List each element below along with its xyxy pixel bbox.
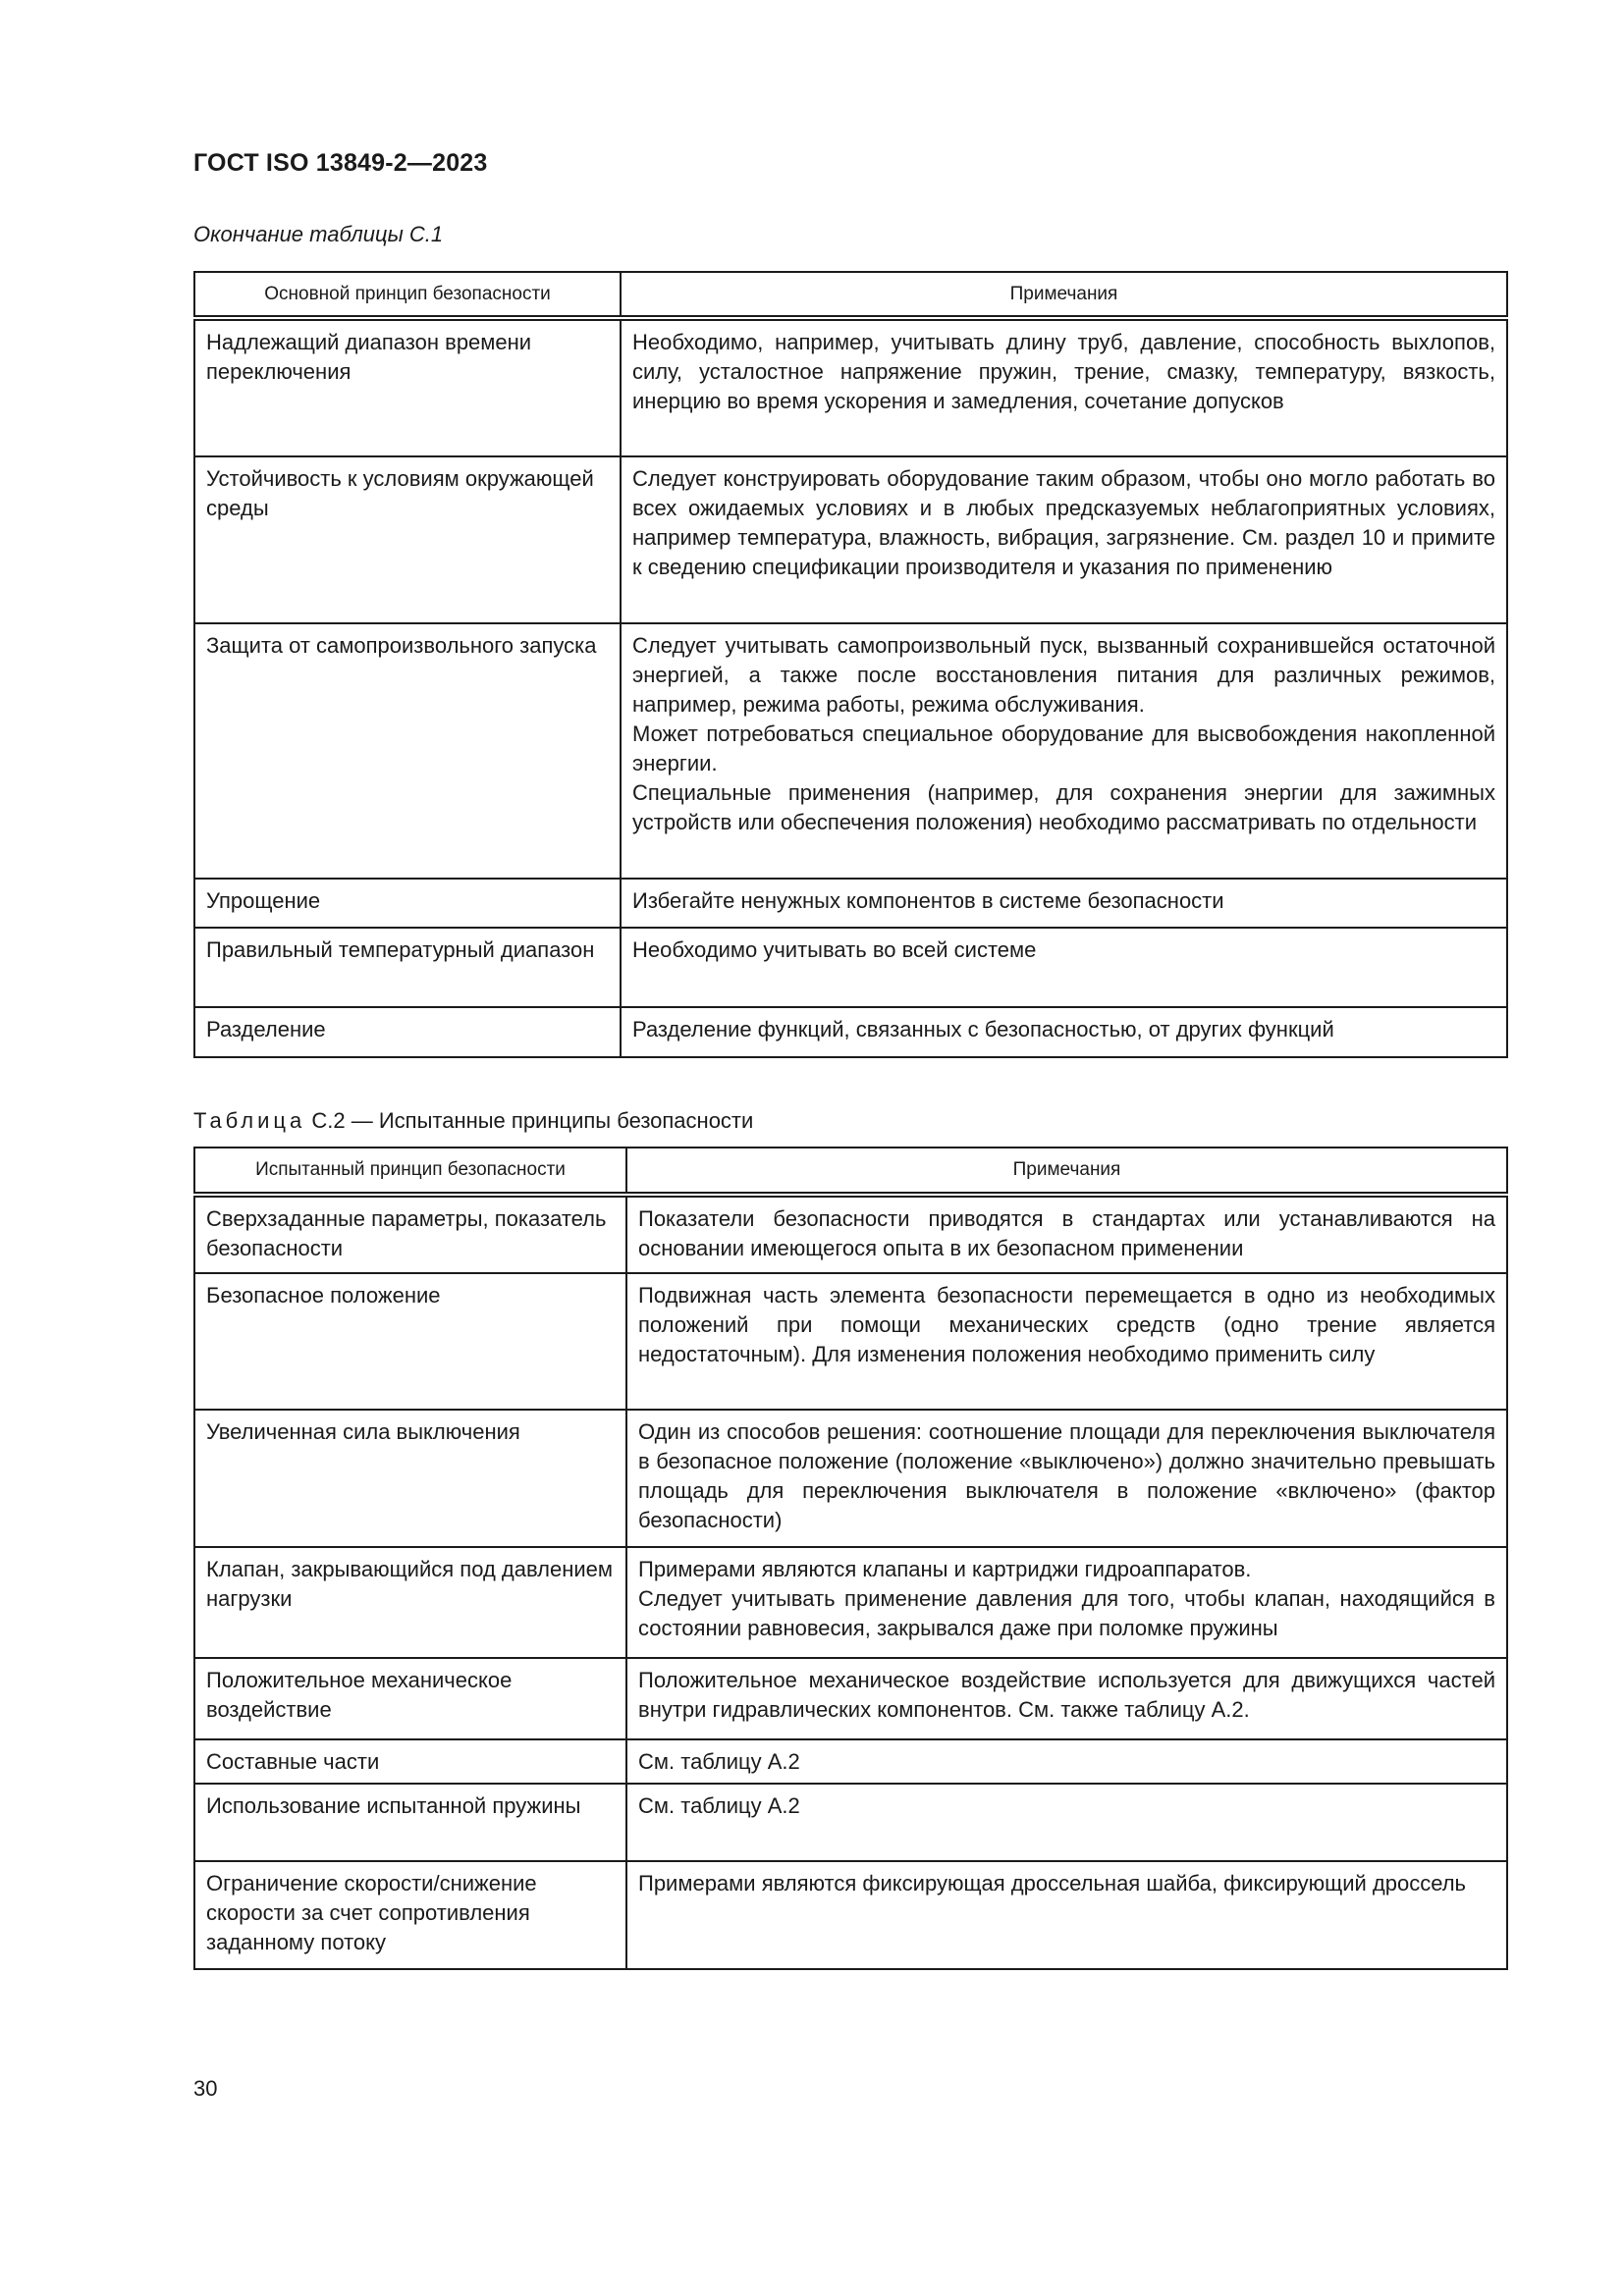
principle-cell: Использование испытанной пружины (194, 1784, 626, 1861)
notes-cell (626, 1658, 1507, 1739)
column-header-notes: Примечания (626, 1148, 1507, 1195)
notes-text: Необходимо учитывать во всей системе (632, 937, 1037, 962)
notes-text: Специальные применения (например, для сохранения энергии для зажимных устройств или обеспечения положения) необходимо рассматривать по отдельности (632, 780, 1495, 834)
table-row (194, 456, 1507, 623)
notes-text: Показатели безопасности приводятся в стандартах или устанавливаются на основании имеющегося опыта в их безопасном применении (638, 1206, 1495, 1260)
principle-cell: Сверхзаданные параметры, показатель безопасности (194, 1195, 626, 1273)
table-c1-continuation-caption: Окончание таблицы С.1 (193, 222, 444, 246)
table-c2-caption (193, 1108, 753, 1134)
notes-text: Положительное механическое воздействие используется для движущихся частей внутри гидравлических компонентов. См. также таблицу А.2. (638, 1668, 1495, 1722)
table-c2 (193, 1147, 1508, 1970)
notes-cell (626, 1273, 1507, 1410)
notes-cell (626, 1410, 1507, 1547)
table-row (194, 1658, 1507, 1739)
notes-cell (626, 1784, 1507, 1861)
principle-cell: Устойчивость к условиям окружающей среды (194, 456, 621, 623)
notes-text: Примерами являются клапаны и картриджи гидроаппаратов. (638, 1557, 1252, 1581)
principle-cell: Безопасное положение (194, 1273, 626, 1410)
notes-text: Следует учитывать самопроизвольный пуск, вызванный сохранившейся остаточной энергией, а также после восстановления питания для различных режимов, например, режима работы, режима обслуживания. (632, 633, 1495, 717)
notes-cell (626, 1195, 1507, 1273)
table-row (194, 318, 1507, 456)
table-row (194, 623, 1507, 879)
notes-cell (621, 928, 1507, 1007)
notes-cell (621, 318, 1507, 456)
principle-cell: Клапан, закрывающийся под давлением нагрузки (194, 1547, 626, 1658)
notes-cell (626, 1547, 1507, 1658)
principle-cell: Защита от самопроизвольного запуска (194, 623, 621, 879)
table-header-row (194, 272, 1507, 318)
table-row (194, 879, 1507, 928)
table-c2-caption-label: Таблица (193, 1108, 306, 1133)
column-header-notes: Примечания (621, 272, 1507, 318)
table-row (194, 1739, 1507, 1784)
table-row (194, 1273, 1507, 1410)
notes-text: Следует учитывать применение давления для того, чтобы клапан, находящийся в состоянии равновесия, закрывался даже при поломке пружины (638, 1586, 1495, 1640)
principle-cell: Упрощение (194, 879, 621, 928)
notes-text: Подвижная часть элемента безопасности перемещается в одно из необходимых положений при помощи механических средств (одно трение является недостаточным). Для изменения положения необходимо применить силу (638, 1283, 1495, 1366)
table-row (194, 928, 1507, 1007)
table-row (194, 1195, 1507, 1273)
notes-text: См. таблицу А.2 (638, 1749, 800, 1774)
principle-cell: Правильный температурный диапазон (194, 928, 621, 1007)
notes-text: Следует конструировать оборудование таким образом, чтобы оно могло работать во всех ожидаемых условиях и в любых предсказуемых неблагоприятных условиях, например температура, влажность, вибрация, загрязнение. См. раздел 10 и примите к сведению спецификации производителя и указания по применению (632, 466, 1495, 579)
table-header-row (194, 1148, 1507, 1195)
notes-cell (626, 1739, 1507, 1784)
table-row (194, 1410, 1507, 1547)
table-row (194, 1861, 1507, 1969)
page-number: 30 (193, 2076, 218, 2101)
notes-cell (621, 456, 1507, 623)
notes-text: Разделение функций, связанных с безопасностью, от других функций (632, 1017, 1334, 1041)
table-row (194, 1007, 1507, 1057)
column-header-principle: Основной принцип безопасности (194, 272, 621, 318)
notes-text: Необходимо, например, учитывать длину труб, давление, способность выхлопов, силу, усталостное напряжение пружин, трение, смазку, температуру, вязкость, инерцию во время ускорения и замедления, сочетание допусков (632, 330, 1495, 413)
principle-cell: Разделение (194, 1007, 621, 1057)
document-title: ГОСТ ISO 13849-2—2023 (193, 149, 488, 177)
notes-text: См. таблицу А.2 (638, 1793, 800, 1818)
principle-cell: Составные части (194, 1739, 626, 1784)
notes-cell (621, 1007, 1507, 1057)
notes-text: Один из способов решения: соотношение площади для переключения выключателя в безопасное положение (положение «выключено») должно значительно превышать площадь для переключения выключателя в положение «включено» (фактор безопасности) (638, 1419, 1495, 1532)
principle-cell: Положительное механическое воздействие (194, 1658, 626, 1739)
notes-text: Может потребоваться специальное оборудование для высвобождения накопленной энергии. (632, 721, 1495, 775)
principle-cell: Надлежащий диапазон времени переключения (194, 318, 621, 456)
principle-cell: Увеличенная сила выключения (194, 1410, 626, 1547)
notes-cell (621, 623, 1507, 879)
notes-text: Избегайте ненужных компонентов в системе безопасности (632, 888, 1224, 913)
table-c1 (193, 271, 1508, 1058)
table-row (194, 1547, 1507, 1658)
table-row (194, 1784, 1507, 1861)
notes-cell (621, 879, 1507, 928)
column-header-principle: Испытанный принцип безопасности (194, 1148, 626, 1195)
principle-cell: Ограничение скорости/снижение скорости за счет сопротивления заданному потоку (194, 1861, 626, 1969)
notes-cell (626, 1861, 1507, 1969)
table-c2-caption-title: С.2 — Испытанные принципы безопасности (305, 1108, 754, 1133)
notes-text: Примерами являются фиксирующая дроссельная шайба, фиксирующий дроссель (638, 1871, 1467, 1896)
